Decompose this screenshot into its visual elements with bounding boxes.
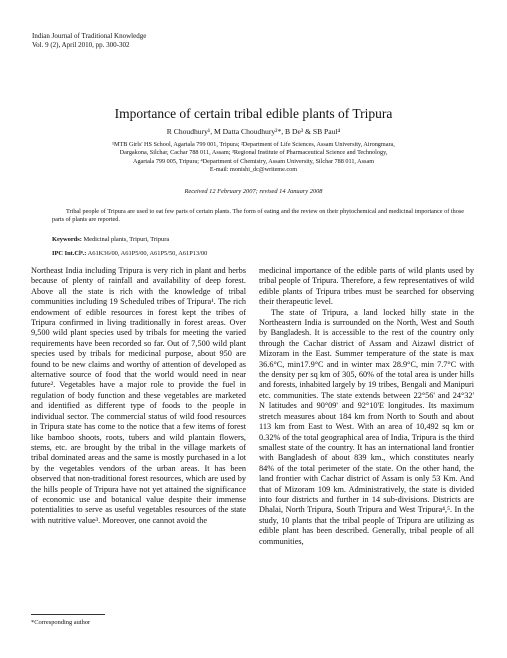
body-column-left xyxy=(31,266,246,526)
paragraph: The state of Tripura, a land locked hilly state in the Northeastern India is surrounded on the North, West and South by Bangladesh. It is accessible to the rest of the country only through the Cachar district of Assam and Aizawl district of Mizoram in the East. Summer temperature of the state is max 36.6°C, min17.9°C and in winter max 28.9°C, min 7.7°C with the density per sq km of 305, 60% of the total area is under hills and forests, inhabited largely by 19 tribes, Bengali and Manipuri etc. communities. The state extends between 22°56' and 24°32' N latitudes and 90°09' and 92°10'E longitudes. Its maximum stretch measures about 184 km from North to South and about 113 km from East to West. With an area of 10,492 sq km or 0.32% of the total geographical area of India, Tripura is the third smallest state of the country. It has an international land frontier with Bangladesh of about 839 km., which constitutes nearly 84% of the total perimeter of the state. On the other hand, the land frontier with Cachar district of Assam is only 53 Km. And that of Mizoram 109 km. Administratively, the state is divided into four districts and further in 14 sub-divisions. Districts are Dhalai, North Tripura, South Tripura and West Tripura⁴,⁵. In the study, 10 plants that the tribal people of Tripura are utilizing as edible plant has been described. Generally, tribal people of all communities, xyxy=(259,307,474,546)
keywords-label: Keywords: xyxy=(52,236,82,243)
affiliations xyxy=(70,141,437,174)
abstract-text: Tribal people of Tripura are used to eat few parts of certain plants. The form of eating and the review on their phytochemical and medicinal importance of those parts of plants are reported. xyxy=(52,208,464,224)
paragraph: medicinal importance of the edible parts of wild plants used by tribal people of Tripura. Therefore, a few representatives of wild edible plants of Tripura tribes must be searched for observing their therapeutic level. xyxy=(259,266,474,307)
received-dates: Received 12 February 2007; revised 14 January 2008 xyxy=(184,188,323,195)
keywords-value: Medicinal plants, Tripuri, Tripura xyxy=(83,236,170,243)
footnote: *Corresponding author xyxy=(31,619,91,626)
journal-header xyxy=(32,32,146,50)
abstract xyxy=(52,208,464,224)
journal-volume: Vol. 9 (2), April 2010, pp. 300-302 xyxy=(32,41,130,49)
affiliation-line: ¹MTB Girls' HS School, Agartala 799 001, Tripura; ²Department of Life Sciences, Assam University, Airongmara, xyxy=(112,141,395,148)
article-title: Importance of certain tribal edible plants of Tripura xyxy=(114,106,393,121)
journal-name: Indian Journal of Traditional Knowledge xyxy=(32,32,147,40)
affiliation-line: Dargakona, Silchar, Cachar 788 011, Assam; ³Regional Institute of Pharmaceutical Science and Technology, xyxy=(119,149,388,157)
paragraph: Northeast India including Tripura is very rich in plant and herbs because of plenty of rainfall and availability of deep forest. Above all the state is rich with the knowledge of tribal communities including 19 Scheduled tribes of Tripura¹. The rich endowment of edible resources in forest kept the tribes of Tripura confirmed in living traditionally in forest areas. Over 9,500 wild plant species used by tribals for meeting the varied requirements have been recorded so far. Out of 7,500 wild plant species used by tribals for medicinal purpose, about 950 are found to be new claims and worthy of attention of developed as alternative source of food that the world would need in near future². Vegetables have a major role to provide the fuel in regulation of body function and these vegetables are marketed and identified as different type of foods to the people in individual sector. The commercial status of wild food resources in Tripura state has come to the notice that a few items of forest like bamboo shoots, roots, tubers and wild plantain flowers, stems, etc. are brought by the tribal in the village markets of tribal dominated areas and the same is mostly purchased in a lot by the vegetables vendors of the urban areas. It has been observed that non-traditional forest resources, which are used by the hills people of Tripura have not yet attained the significance of economic use and botanical value despite their immense potentialities to serve as useful vegetables resources of the state with nutritive value³. Moreover, one cannot avoid the xyxy=(31,266,246,525)
ipc-value: A61K36/00, A61P5/00, A61P5/50, A61P13/00 xyxy=(87,250,208,257)
ipc-label: IPC Int.Cl⁸.: xyxy=(52,250,87,257)
email: E-mail: monishi_dc@writeme.com xyxy=(209,165,298,173)
keywords xyxy=(52,236,169,243)
affiliation-line: Agartala 799 005, Tripura; ⁴Department of Chemistry, Assam University, Silchar 788 011, Assam xyxy=(132,157,375,165)
ipc-classification xyxy=(52,250,207,257)
body-column-right xyxy=(259,266,474,547)
footnote-rule xyxy=(31,614,105,615)
article-authors: R Choudhury¹, M Datta Choudhury²*, B De³ & SB Paul⁴ xyxy=(166,127,341,136)
